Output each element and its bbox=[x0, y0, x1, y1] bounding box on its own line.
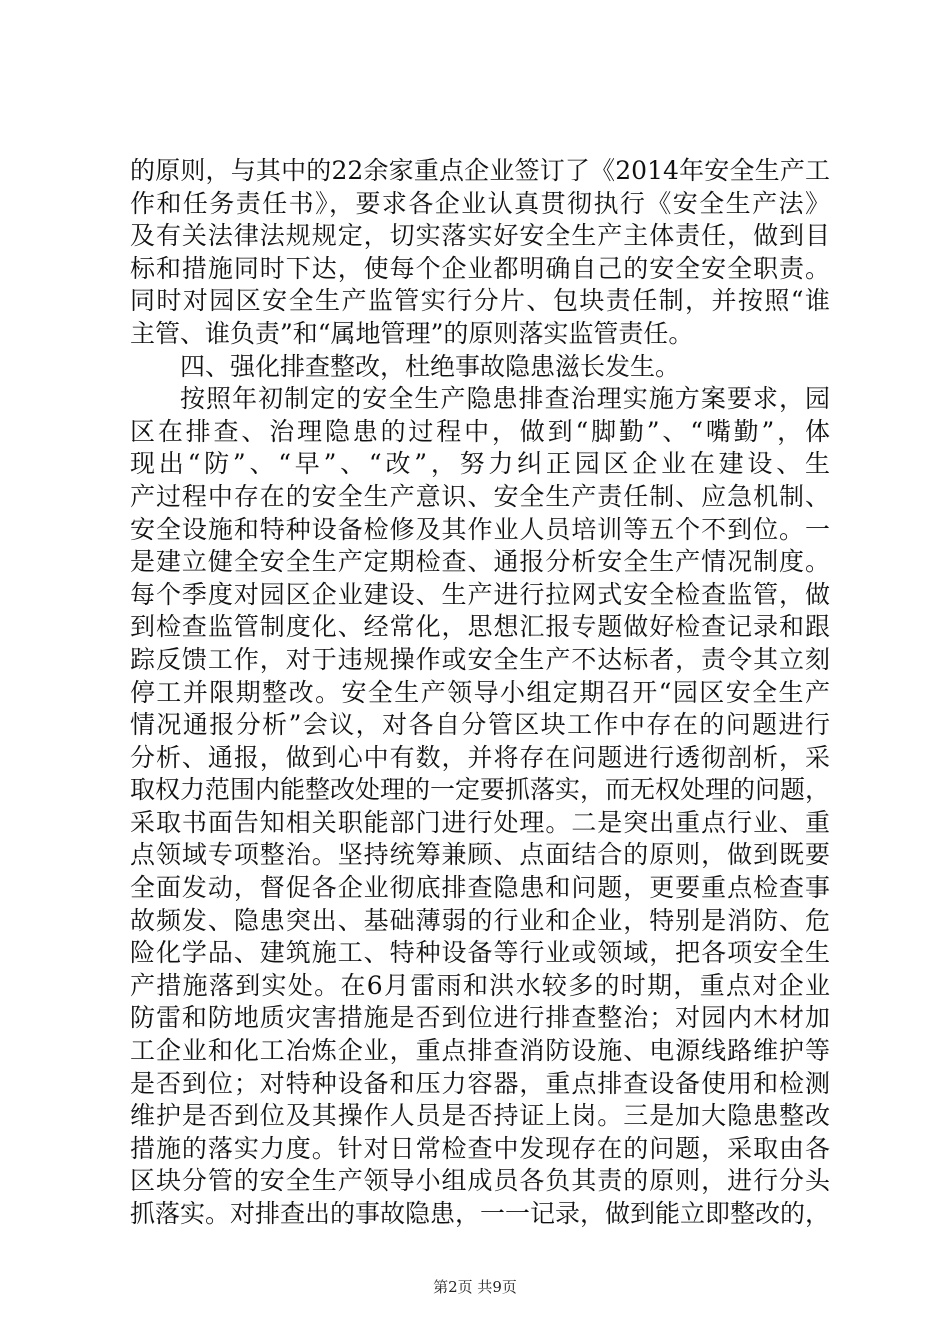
text-line: 情况通报分析”会议，对各自分管区块工作中存在的问题进行 bbox=[130, 710, 830, 740]
text-line: 是建立健全安全生产定期检查、通报分析安全生产情况制度。 bbox=[130, 547, 830, 577]
text-line: 现出“防”、“早”、“改”，努力纠正园区企业在建设、生 bbox=[130, 449, 830, 479]
text-line: 产过程中存在的安全生产意识、安全生产责任制、应急机制、 bbox=[130, 481, 830, 511]
page-number-footer: 第2页 共9页 bbox=[433, 1278, 517, 1296]
text-line: 标和措施同时下达，使每个企业都明确自己的安全安全职责。 bbox=[130, 253, 830, 283]
text-line: 维护是否到位及其操作人员是否持证上岗。三是加大隐患整改 bbox=[130, 1101, 830, 1131]
text-line: 及有关法律法规规定，切实落实好安全生产主体责任，做到目 bbox=[130, 221, 830, 251]
text-line: 取权力范围内能整改处理的一定要抓落实，而无权处理的问题， bbox=[130, 775, 831, 805]
text-line: 全面发动，督促各企业彻底排查隐患和问题，更要重点检查事 bbox=[130, 873, 830, 903]
text-line: 的原则，与其中的22余家重点企业签订了《2014年安全生产工 bbox=[130, 156, 830, 185]
text-line: 停工并限期整改。安全生产领导小组定期召开“园区安全生产 bbox=[130, 677, 830, 707]
text-line: 防雷和防地质灾害措施是否到位进行排查整治；对园内木材加 bbox=[130, 1003, 830, 1033]
text-line: 踪反馈工作，对于违规操作或安全生产不达标者，责令其立刻 bbox=[130, 644, 830, 674]
text-line: 采取书面告知相关职能部门进行处理。二是突出重点行业、重 bbox=[130, 807, 830, 837]
text-line: 作和任务责任书》，要求各企业认真贯彻执行《安全生产法》 bbox=[130, 188, 830, 218]
document-body bbox=[130, 155, 830, 1231]
text-line: 产措施落到实处。在6月雷雨和洪水较多的时期，重点对企业 bbox=[130, 970, 830, 1000]
text-line: 险化学品、建筑施工、特种设备等行业或领域，把各项安全生 bbox=[130, 938, 830, 968]
text-line: 抓落实。对排查出的事故隐患，一一记录，做到能立即整改的， bbox=[130, 1199, 831, 1228]
section-heading: 四、强化排查整改，杜绝事故隐患滋长发生。 bbox=[180, 351, 681, 381]
text-line: 是否到位；对特种设备和压力容器，重点排查设备使用和检测 bbox=[130, 1068, 830, 1098]
text-line: 区在排查、治理隐患的过程中，做到“脚勤”、“嘴勤”，体 bbox=[130, 416, 830, 446]
text-line: 点领域专项整治。坚持统筹兼顾、点面结合的原则，做到既要 bbox=[130, 840, 830, 870]
text-line: 区块分管的安全生产领导小组成员各负其责的原则，进行分头 bbox=[130, 1166, 830, 1196]
text-line: 安全设施和特种设备检修及其作业人员培训等五个不到位。一 bbox=[130, 514, 830, 544]
text-line: 故频发、隐患突出、基础薄弱的行业和企业，特别是消防、危 bbox=[130, 905, 830, 935]
text-line: 措施的落实力度。针对日常检查中发现存在的问题，采取由各 bbox=[130, 1133, 830, 1163]
text-line: 主管、谁负责”和“属地管理”的原则落实监管责任。 bbox=[130, 318, 694, 348]
text-line: 按照年初制定的安全生产隐患排查治理实施方案要求，园 bbox=[180, 384, 830, 414]
text-line: 每个季度对园区企业建设、生产进行拉网式安全检查监管，做 bbox=[130, 579, 830, 609]
text-line: 分析、通报，做到心中有数，并将存在问题进行透彻剖析，采 bbox=[130, 742, 830, 772]
text-line: 同时对园区安全生产监管实行分片、包块责任制，并按照“谁 bbox=[130, 286, 830, 316]
text-line: 工企业和化工冶炼企业，重点排查消防设施、电源线路维护等 bbox=[130, 1036, 830, 1066]
text-line: 到检查监管制度化、经常化，思想汇报专题做好检查记录和跟 bbox=[130, 612, 830, 642]
